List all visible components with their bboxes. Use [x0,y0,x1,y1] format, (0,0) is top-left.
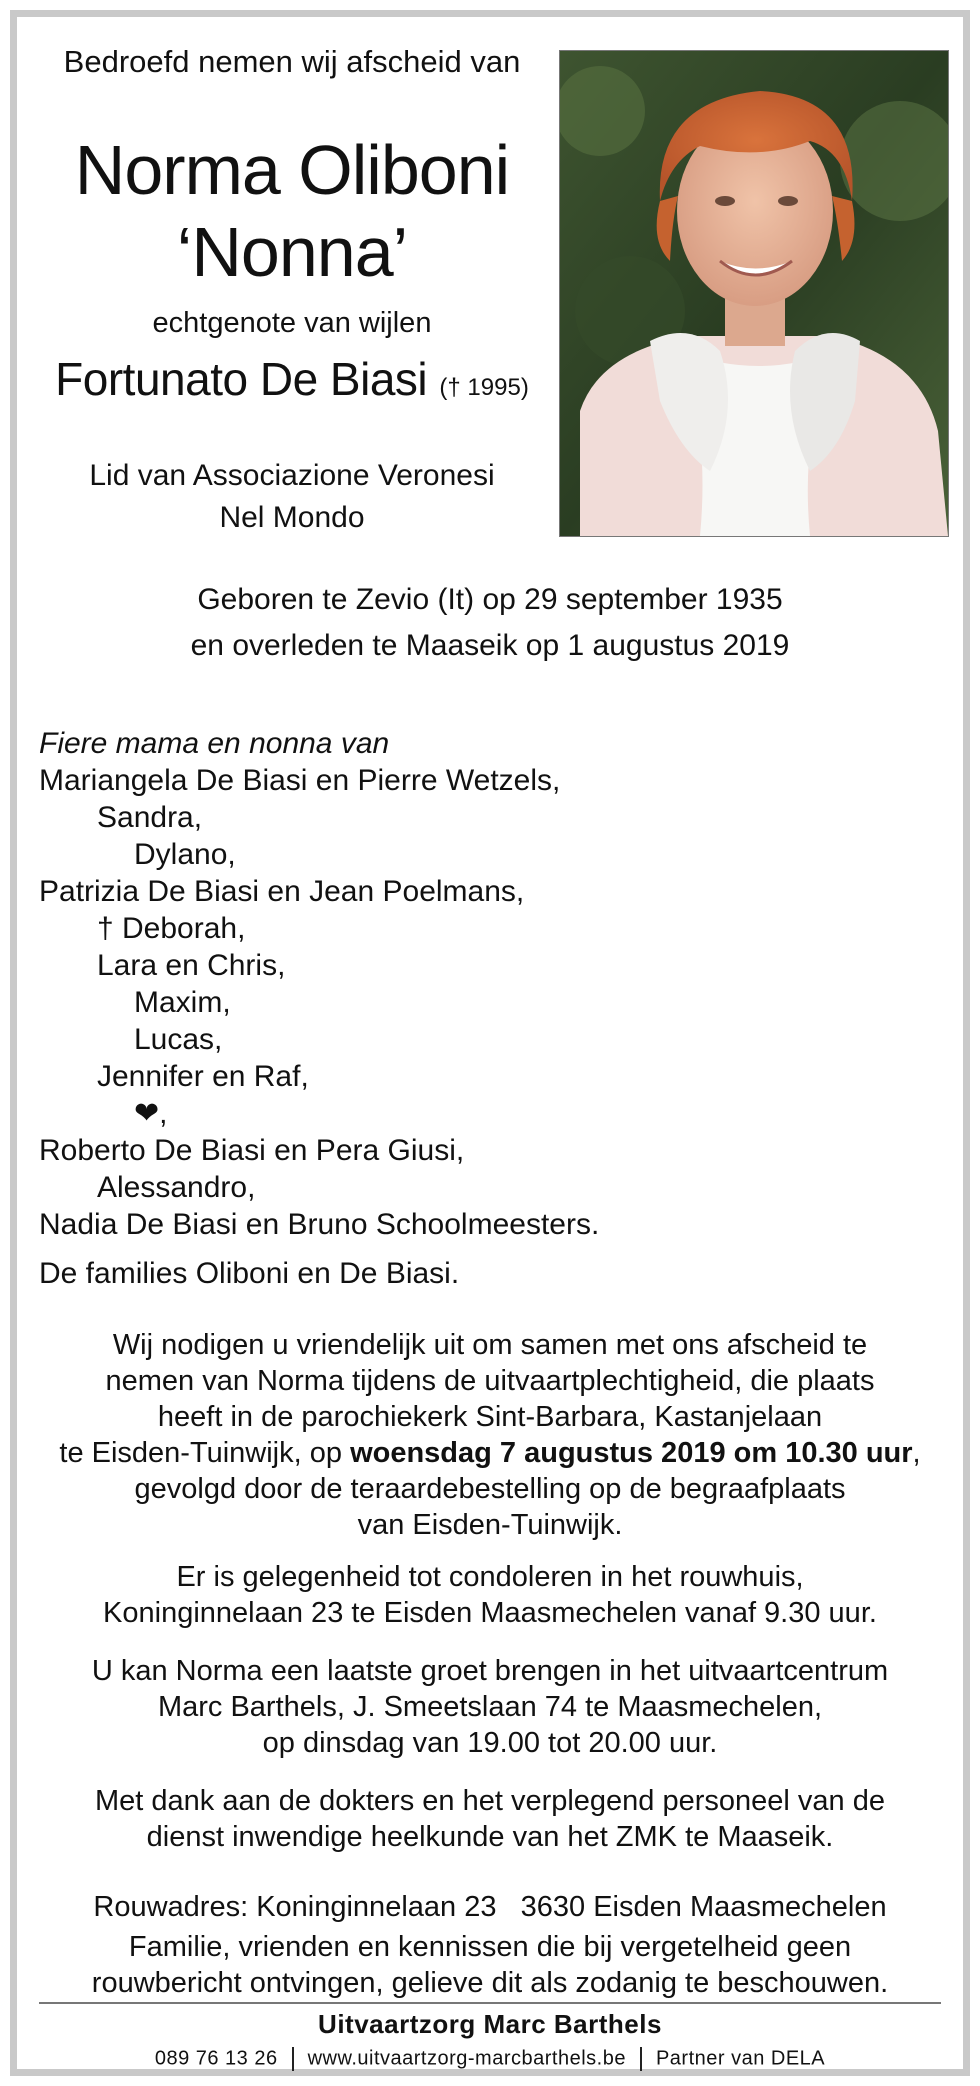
family-member: Alessandro, [97,1171,256,1204]
membership-line2: Nel Mondo [219,501,365,534]
family-member: † Deborah, [97,912,246,945]
invite-line4: te Eisden-Tuinwijk, op woensdag 7 augustus 2019 om 10.30 uur, [59,1437,921,1469]
funeral-datetime: woensdag 7 augustus 2019 om 10.30 uur [350,1437,913,1469]
membership-line1: Lid van Associazione Veronesi [89,459,495,492]
obituary-card [17,17,963,2069]
notice-line1: Familie, vrienden en kennissen die bij vergetelheid geen [128,1931,852,1963]
condole-line1: Er is gelegenheid tot condoleren in het rouwhuis, [176,1561,804,1593]
spouse-prefix: echtgenote van wijlen [152,307,432,339]
family-member: Jennifer en Raf, [97,1060,309,1093]
notice-line2: rouwbericht ontvingen, gelieve dit als zodanig te beschouwen. [91,1967,889,1999]
invitation [17,1327,963,1543]
invite-line6: van Eisden-Tuinwijk. [357,1509,623,1541]
notice-text [17,1929,963,2001]
condolence-info [17,1559,963,1631]
deceased-nickname: ‘Nonna’ [176,213,408,291]
spouse-death-year: († 1995) [439,374,529,401]
family-member: Maxim, [134,986,231,1019]
mourning-address [17,1889,963,1925]
footer-phone: 089 76 13 26 [154,2047,278,2070]
invite-line2: nemen van Norma tijdens de uitvaartplechtigheid, die plaats [105,1365,875,1397]
condole-line2: Koninginnelaan 23 te Eisden Maasmechelen vanaf 9.30 uur. [103,1597,877,1629]
portrait-photo [559,50,949,537]
family-member: Lara en Chris, [97,949,286,982]
family-member: Patrizia De Biasi en Jean Poelmans, [39,875,525,908]
spouse-name: Fortunato De Biasi [55,353,428,405]
farewell-info [17,1653,963,1761]
invite-line5: gevolgd door de teraardebestelling op de begraafplaats [134,1473,846,1505]
portrait-image [560,51,948,536]
family-member: Nadia De Biasi en Bruno Schoolmeesters. [39,1208,600,1241]
footer-divider [39,2002,941,2004]
intro-text: Bedroefd nemen wij afscheid van [63,44,521,79]
invite-line3: heeft in de parochiekerk Sint-Barbara, Kastanjelaan [157,1401,823,1433]
death-line: en overleden te Maaseik op 1 augustus 2019 [190,629,790,662]
life-dates [17,577,963,669]
birth-line: Geboren te Zevio (It) op 29 september 1935 [197,583,783,616]
family-member: Dylano, [134,838,236,871]
address-label: Rouwadres: Koninginnelaan 23 [93,1891,497,1923]
spouse-name-line [47,352,537,406]
thanks-line2: dienst inwendige heelkunde van het ZMK te Maaseik. [146,1821,834,1853]
footer-separator [292,2047,294,2071]
family-member-heart: ❤, [134,1097,168,1130]
address-city: 3630 Eisden Maasmechelen [520,1891,887,1923]
family-member: Sandra, [97,801,203,834]
membership [47,455,537,539]
notice-frame [10,10,970,2076]
thanks-info [17,1783,963,1855]
greet-line1: U kan Norma een laatste groet brengen in het uitvaartcentrum [91,1655,889,1687]
footer-partner: Partner van DELA [655,2047,826,2070]
families-line: De families Oliboni en De Biasi. [39,1257,460,1290]
footer-separator [640,2047,642,2071]
family-list [39,762,599,1243]
greet-line2: Marc Barthels, J. Smeetslaan 74 te Maasmechelen, [157,1691,823,1723]
greet-line3: op dinsdag van 19.00 tot 20.00 uur. [262,1727,718,1759]
footer-website[interactable]: www.uitvaartzorg-marcbarthels.be [307,2047,626,2070]
thanks-line1: Met dank aan de dokters en het verplegend personeel van de [95,1785,885,1817]
family-member: Mariangela De Biasi en Pierre Wetzels, [39,764,561,797]
family-heading: Fiere mama en nonna van [39,727,390,760]
family-member: Lucas, [134,1023,223,1056]
deceased-name: Norma Oliboni [74,131,510,209]
family-member: Roberto De Biasi en Pera Giusi, [39,1134,465,1167]
funeral-company: Uitvaartzorg Marc Barthels [318,2009,662,2039]
footer-contact [17,2047,963,2071]
invite-line1: Wij nodigen u vriendelijk uit om samen met ons afscheid te [112,1329,868,1361]
